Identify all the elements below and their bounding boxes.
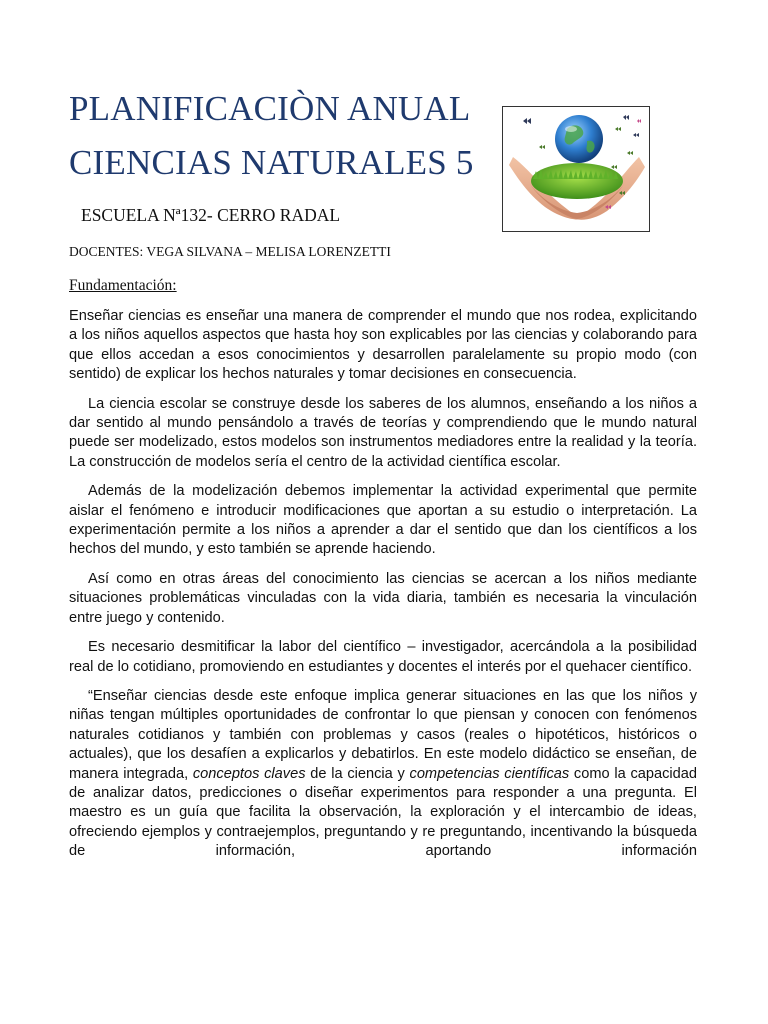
emphasis-scientific-competences: competencias científicas (409, 765, 570, 782)
school-name: ESCUELA Nª132- CERRO RADAL (81, 205, 341, 225)
paragraph-6-part-2: de la ciencia y (305, 765, 410, 782)
teachers-line: DOCENTES: VEGA SILVANA – MELISA LORENZETTI (69, 244, 391, 259)
paragraph-6-part-3: como la capacidad de analizar datos, predicciones o diseñar experimentos para responder a una pregunta. El maestro es un guía que facilita la observación, la exploración y el intercambio de ideas, ofreciendo ejemplos y contraejemplos, preguntando y re preguntando, incentivando la búsqueda de información, aportando información (69, 765, 697, 860)
paragraph-4: Así como en otras áreas del conocimiento las ciencias se acercan a los niños mediante situaciones problemáticas vinculadas con la vida diaria, también es necesaria la vinculación entre juego y contenido. (69, 570, 697, 626)
section-heading: Fundamentación: (69, 277, 177, 294)
paragraph-5: Es necesario desmitificar la labor del científico – investigador, acercándola a la posibilidad real de lo cotidiano, promoviendo en estudiantes y docentes el interés por el quehacer científico. (69, 639, 697, 675)
title-line-2: CIENCIAS NATURALES 5 (69, 143, 474, 182)
hands-holding-globe-icon (502, 106, 650, 232)
paragraph-3: Además de la modelización debemos implementar la actividad experimental que permite aislar el fenómeno e introducir modificaciones que aportan a su estudio o interpretación. La experimentación permite a los niños a aprender a dar el sentido que dan los científicos a los hechos del mundo, y esto también se aprende haciendo. (69, 483, 697, 558)
body-text (69, 307, 697, 872)
title-line-1: PLANIFICACIÒN ANUAL (69, 89, 471, 128)
paragraph-1: Enseñar ciencias es enseñar una manera de comprender el mundo que nos rodea, explicitando a los niños aquellos aspectos que hasta hoy son explicables por las ciencias y colaborando para que ellos accedan a esos conocimientos y desarrollen paralelamente su propio modo (con sentido) de explicar los hechos naturales y tomar decisiones en consecuencia. (69, 308, 697, 383)
paragraph-6 (69, 687, 697, 862)
paragraph-2: La ciencia escolar se construye desde los saberes de los alumnos, enseñando a los niños a dar sentido al mundo pensándolo a través de teorías y comprendiendo que le mundo natural puede ser modelizado, estos modelos son instrumentos mediadores entre la realidad y la teoría. La construcción de modelos sería el centro de la actividad científica escolar. (69, 395, 697, 470)
paragraph-6-part-1: “Enseñar ciencias desde este enfoque implica generar situaciones en las que los niños y niñas tengan múltiples oportunidades de confrontar lo que piensan y conocen con fenómenos naturales cotidianos y también con problemas y casos (reales o hipotéticos, históricos o actuales), que los desafíen a explicarlos y debatirlos. En este modelo didáctico se enseñan, de manera integrada, (69, 687, 697, 782)
emphasis-key-concepts: conceptos claves (192, 765, 306, 782)
